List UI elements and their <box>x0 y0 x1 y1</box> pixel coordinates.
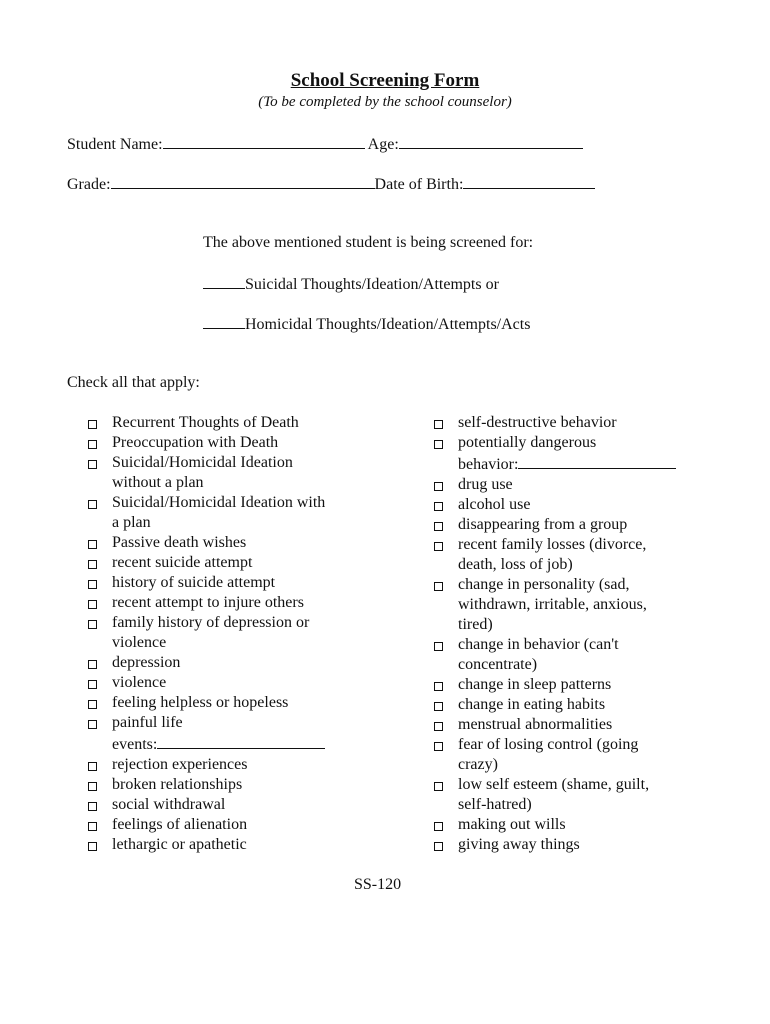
checkbox[interactable] <box>434 722 443 731</box>
checklist-item-text: broken relationships <box>112 776 243 793</box>
age-label: Age: <box>367 136 399 153</box>
checkbox[interactable] <box>434 742 443 751</box>
checklist-item-text: recent family losses (divorce, <box>458 536 647 553</box>
checklist-item <box>434 735 724 775</box>
checkbox[interactable] <box>434 702 443 711</box>
checklist-item-text: drug use <box>458 476 513 493</box>
checkbox[interactable] <box>88 620 97 629</box>
checklist-item <box>434 495 724 515</box>
checklist-item-text: recent suicide attempt <box>112 554 253 571</box>
checklist-item-text: low self esteem (shame, guilt, <box>458 776 650 793</box>
checklist-item-text: depression <box>112 654 181 671</box>
checkbox[interactable] <box>434 642 443 651</box>
checklist-item <box>88 533 378 553</box>
checkbox[interactable] <box>434 822 443 831</box>
checklist-item-text: change in behavior (can't <box>458 636 619 653</box>
checklist-item-text: change in sleep patterns <box>458 676 612 693</box>
checkbox[interactable] <box>434 420 443 429</box>
checklist-item-text: Suicidal/Homicidal Ideation with <box>112 494 326 511</box>
checklist-item <box>434 775 724 815</box>
checklist-item-text: fear of losing control (going <box>458 736 639 753</box>
checklist-item <box>88 613 378 653</box>
checklist-item-text: death, loss of job) <box>458 556 573 573</box>
checklist-item-text: recent attempt to injure others <box>112 594 304 611</box>
checkbox[interactable] <box>434 782 443 791</box>
checklist-item <box>434 413 724 433</box>
fill-in-blank[interactable] <box>157 733 325 749</box>
checkbox[interactable] <box>88 842 97 851</box>
checkbox[interactable] <box>88 802 97 811</box>
checklist-item-text: crazy) <box>458 756 498 773</box>
checklist-item <box>434 575 724 635</box>
checklist-item <box>434 475 724 495</box>
checklist-item <box>434 815 724 835</box>
checklist-item <box>434 635 724 675</box>
checkbox[interactable] <box>88 660 97 669</box>
checkbox[interactable] <box>88 600 97 609</box>
screening-intro: The above mentioned student is being screened for: <box>203 234 534 251</box>
grade-label: Grade: <box>67 176 111 193</box>
checklist-item <box>88 433 378 453</box>
checklist-item-text: events: <box>112 733 378 755</box>
checklist-item <box>88 573 378 593</box>
checklist-item-text: without a plan <box>112 474 204 491</box>
checklist-item-text: self-hatred) <box>458 796 532 813</box>
grade-field[interactable] <box>111 173 375 189</box>
checklist-item <box>88 795 378 815</box>
checklist-item <box>88 493 378 533</box>
student-name-field[interactable] <box>163 133 365 149</box>
fill-in-blank[interactable] <box>518 453 676 469</box>
checkbox[interactable] <box>88 782 97 791</box>
checklist-item-text: withdrawn, irritable, anxious, <box>458 596 647 613</box>
checklist-item <box>88 693 378 713</box>
checklist-item <box>88 453 378 493</box>
checklist-item-text: violence <box>112 634 167 651</box>
checklist-item-text: painful life <box>112 714 183 731</box>
checklist-item-text: history of suicide attempt <box>112 574 276 591</box>
checklist-item-text: self-destructive behavior <box>458 414 617 431</box>
checklist-item-text: potentially dangerous <box>458 434 597 451</box>
checklist-item <box>434 433 724 475</box>
checklist-item-text: tired) <box>458 616 493 633</box>
dob-field[interactable] <box>463 173 595 189</box>
screening-option-suicidal <box>203 273 499 295</box>
checklist-item-text: rejection experiences <box>112 756 248 773</box>
checkbox[interactable] <box>88 500 97 509</box>
checklist-item-text: feelings of alienation <box>112 816 248 833</box>
checklist-item-text: Recurrent Thoughts of Death <box>112 414 299 431</box>
checklist-item-text: behavior: <box>458 453 724 475</box>
form-subtitle: (To be completed by the school counselor) <box>258 94 512 110</box>
checklist-item-text: a plan <box>112 514 151 531</box>
checklist-item <box>88 815 378 835</box>
checkbox[interactable] <box>88 580 97 589</box>
checklist-item-text: feeling helpless or hopeless <box>112 694 289 711</box>
checkbox[interactable] <box>434 522 443 531</box>
checkbox[interactable] <box>88 420 97 429</box>
checkbox[interactable] <box>434 582 443 591</box>
checklist-item-text: lethargic or apathetic <box>112 836 247 853</box>
checkbox[interactable] <box>434 482 443 491</box>
checkbox[interactable] <box>434 502 443 511</box>
checklist-item-text: giving away things <box>458 836 580 853</box>
student-name-label: Student Name: <box>67 136 163 153</box>
homicidal-option-label: Homicidal Thoughts/Ideation/Attempts/Acts <box>245 316 531 333</box>
age-field[interactable] <box>399 133 583 149</box>
checklist-left-column <box>88 413 378 855</box>
grade-row <box>67 173 595 195</box>
checklist-item-text: menstrual abnormalities <box>458 716 613 733</box>
checklist-item <box>434 535 724 575</box>
dob-label: Date of Birth: <box>374 176 464 193</box>
checklist-item-text: change in personality (sad, <box>458 576 630 593</box>
checkbox[interactable] <box>434 542 443 551</box>
checklist-item <box>434 835 724 855</box>
checklist-item <box>88 673 378 693</box>
checkbox[interactable] <box>88 700 97 709</box>
checklist-item-text: Preoccupation with Death <box>112 434 279 451</box>
checklist-item <box>88 553 378 573</box>
checklist-item <box>434 715 724 735</box>
checklist-item <box>88 835 378 855</box>
form-title: School Screening Form <box>290 70 480 91</box>
student-name-row <box>67 133 583 155</box>
checkbox[interactable] <box>434 440 443 449</box>
checkbox[interactable] <box>88 560 97 569</box>
checkbox[interactable] <box>88 460 97 469</box>
checkbox[interactable] <box>88 720 97 729</box>
checklist-item <box>88 413 378 433</box>
checklist-item-text: concentrate) <box>458 656 538 673</box>
checklist-item <box>88 755 378 775</box>
checklist-item-text: social withdrawal <box>112 796 226 813</box>
checklist-item-text: making out wills <box>458 816 566 833</box>
suicidal-option-label: Suicidal Thoughts/Ideation/Attempts or <box>245 276 499 293</box>
checklist-right-column <box>434 413 724 855</box>
checklist-item <box>434 695 724 715</box>
checklist-item-text: disappearing from a group <box>458 516 628 533</box>
checkbox[interactable] <box>88 762 97 771</box>
checklist-item <box>88 653 378 673</box>
checklist-item-text: family history of depression or <box>112 614 310 631</box>
checklist-item-text: change in eating habits <box>458 696 606 713</box>
screening-option-homicidal <box>203 313 530 335</box>
checkbox[interactable] <box>88 440 97 449</box>
checklist-item <box>434 675 724 695</box>
homicidal-mark-field[interactable] <box>203 313 245 329</box>
checklist-item <box>88 775 378 795</box>
form-code: SS-120 <box>353 876 402 893</box>
checkbox[interactable] <box>88 540 97 549</box>
checkbox[interactable] <box>88 822 97 831</box>
checklist-item <box>88 593 378 613</box>
checklist-item-text: Suicidal/Homicidal Ideation <box>112 454 293 471</box>
checklist-item-text: Passive death wishes <box>112 534 247 551</box>
checklist-item-text: violence <box>112 674 167 691</box>
checkbox[interactable] <box>434 682 443 691</box>
checkbox[interactable] <box>88 680 97 689</box>
checklist-item <box>434 515 724 535</box>
checklist-item <box>88 713 378 755</box>
checklist-heading: Check all that apply: <box>67 374 200 391</box>
checkbox[interactable] <box>434 842 443 851</box>
suicidal-mark-field[interactable] <box>203 273 245 289</box>
checklist-item-text: alcohol use <box>458 496 531 513</box>
